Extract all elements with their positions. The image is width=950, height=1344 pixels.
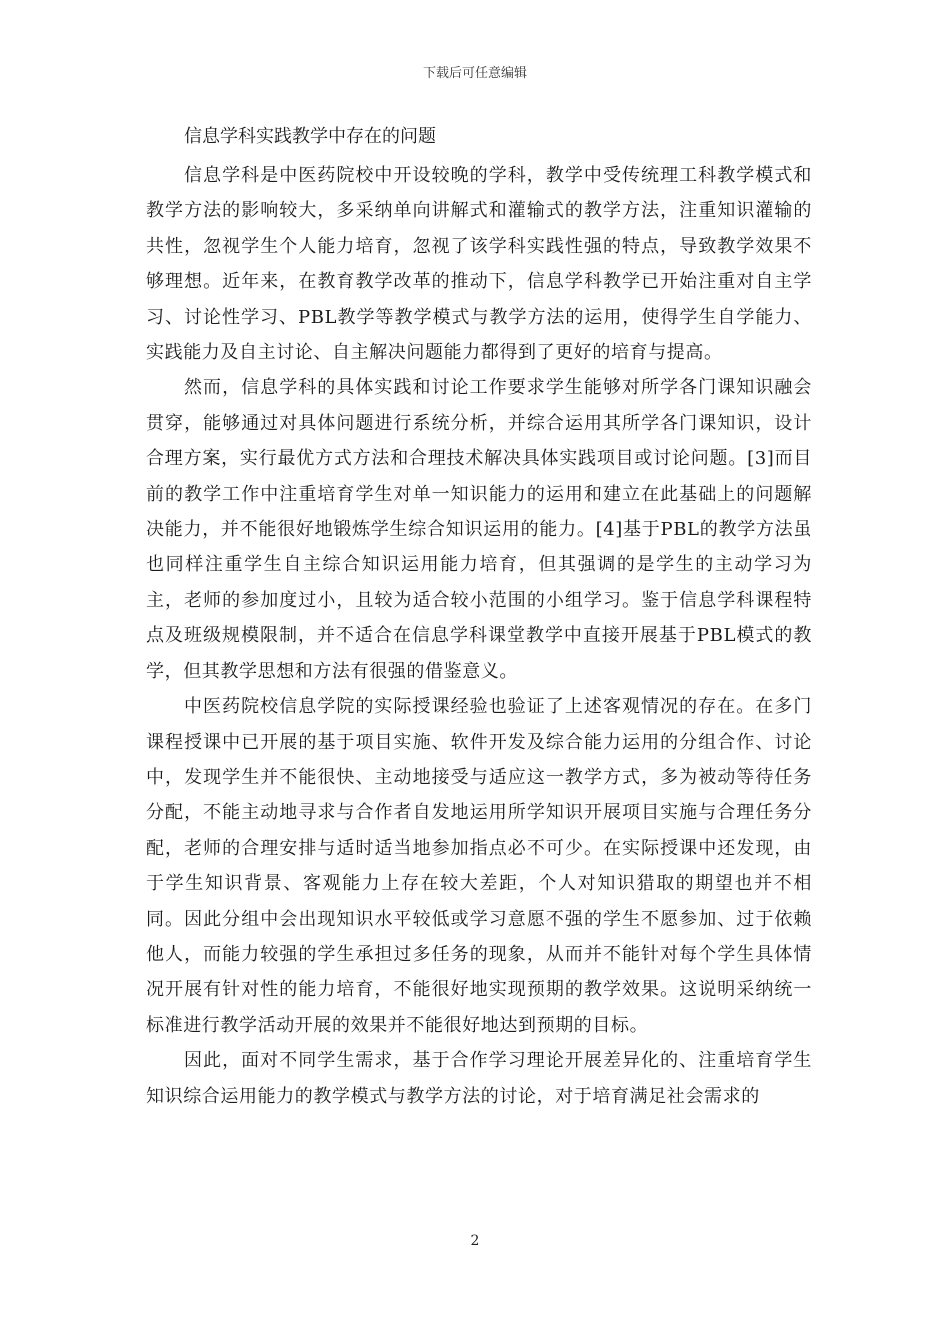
section-title: 信息学科实践教学中存在的问题: [184, 126, 436, 147]
running-header: 下载后可任意编辑: [422, 66, 527, 81]
paragraph-1: 信息学科是中医药院校中开设较晚的学科，教学中受传统理工科教学模式和教学方法的影响较大，多采纳单向讲解式和灌输式的教学方法，注重知识灌输的共性，忽视学生个人能力培育，忽视了该学科实践性强的特点，导致教学效果不够理想。近年来，在教育教学改革的推动下，信息学科教学已开始注重对自主学习、讨论性学习、PBL教学等教学模式与教学方法的运用，使得学生自学能力、实践能力及自主讨论、自主解决问题能力都得到了更好的培育与提高。: [146, 165, 812, 364]
paragraph-4: 因此，面对不同学生需求，基于合作学习理论开展差异化的、注重培育学生知识综合运用能力的教学模式与教学方法的讨论，对于培育满足社会需求的: [146, 1050, 812, 1107]
paragraph-2: 然而，信息学科的具体实践和讨论工作要求学生能够对所学各门课知识融会贯穿，能够通过对具体问题进行系统分析，并综合运用其所学各门课知识，设计合理方案，实行最优方式方法和合理技术解决具体实践项目或讨论问题。[3]而目前的教学工作中注重培育学生对单一知识能力的运用和建立在此基础上的问题解决能力，并不能很好地锻炼学生综合知识运用的能力。[4]基于PBL的教学方法虽也同样注重学生自主综合知识运用能力培育，但其强调的是学生的主动学习为主，老师的参加度过小，且较为适合较小范围的小组学习。鉴于信息学科课程特点及班级规模限制，并不适合在信息学科课堂教学中直接开展基于PBL模式的教学，但其教学思想和方法有很强的借鉴意义。: [146, 377, 812, 682]
paragraph-3: 中医药院校信息学院的实际授课经验也验证了上述客观情况的存在。在多门课程授课中已开展的基于项目实施、软件开发及综合能力运用的分组合作、讨论中，发现学生并不能很快、主动地接受与适应这一教学方式，多为被动等待任务分配，不能主动地寻求与合作者自发地运用所学知识开展项目实施与合理任务分配，老师的合理安排与适时适当地参加指点必不可少。在实际授课中还发现，由于学生知识背景、客观能力上存在较大差距，个人对知识猎取的期望也并不相同。因此分组中会出现知识水平较低或学习意愿不强的学生不愿参加、过于依赖他人，而能力较强的学生承担过多任务的现象，从而并不能针对每个学生具体情况开展有针对性的能力培育，不能很好地实现预期的教学效果。这说明采纳统一标准进行教学活动开展的效果并不能很好地达到预期的目标。: [146, 696, 812, 1036]
document-body: [146, 120, 812, 1114]
page-number: 2: [470, 1233, 480, 1249]
